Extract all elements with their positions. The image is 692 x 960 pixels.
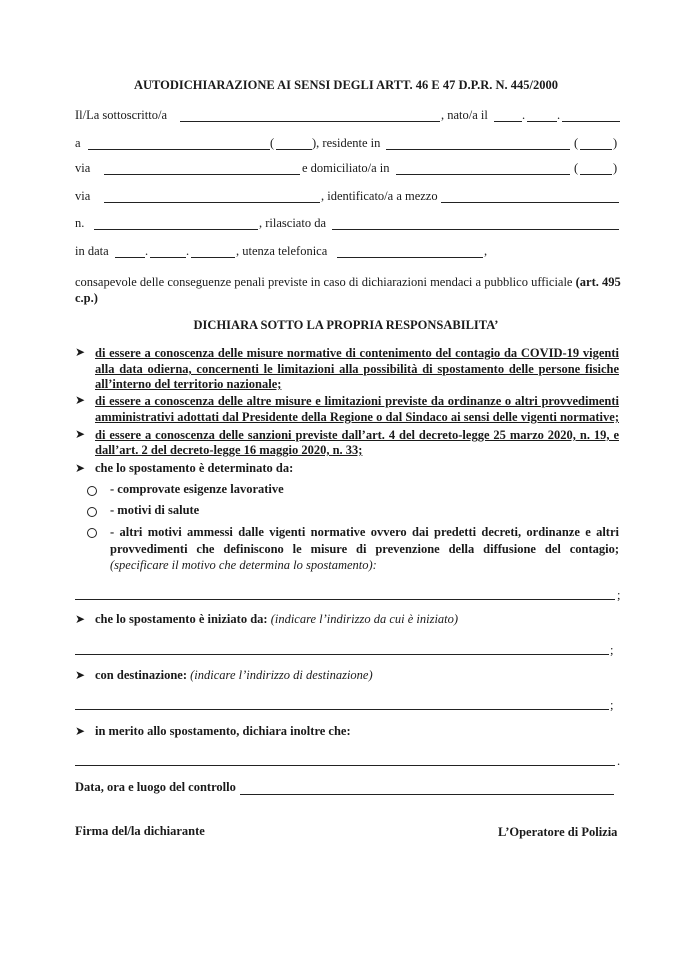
iniziato-label: che lo spostamento è iniziato da: [95,612,268,626]
label-a: a [75,136,81,150]
bullet-4: che lo spostamento è determinato da: [95,461,294,475]
arrow-bullet-icon: ➤ [75,393,86,407]
field-nascita-giorno[interactable] [494,121,522,122]
destinazione-text [95,668,373,683]
consapevole-line-1: consapevole delle conseguenze penali previste in caso di dichiarazioni mendaci a pubblico ufficiale [75,275,573,289]
operatore-polizia-label: L’Operatore di Polizia [498,825,618,839]
field-nascita-anno[interactable] [562,121,620,122]
semicolon: ; [610,698,614,712]
bullet-3-line-2: dall’art. 2 del decreto-legge 16 maggio 2020, n. 33; [95,443,363,457]
label-sottoscritto: Il/La sottoscritto/a [75,108,167,122]
arrow-bullet-icon: ➤ [75,345,86,359]
paren: ( [574,136,579,150]
label-in-data: in data [75,244,109,258]
field-via-residenza[interactable] [104,174,300,175]
date-separator: . [186,244,190,258]
date-separator: . [145,244,149,258]
field-numero-documento[interactable] [94,229,258,230]
merito-label: in merito allo spostamento, dichiara inoltre che: [95,724,351,738]
label-domiciliato: e domiciliato/a in [302,161,390,175]
bullet-3-line-1: di essere a conoscenza delle sanzioni previste dall’art. 4 del decreto-legge 25 marzo 2020, n. 19, e [95,428,619,442]
field-provincia-domicilio[interactable] [580,174,612,175]
motivo-altri-line-2: provvedimenti che definiscono le misure di prevenzione della diffusione del contagio; [110,542,619,556]
paren: ( [270,136,275,150]
label-n: n. [75,216,85,230]
field-domicilio[interactable] [396,174,570,175]
bullet-1-line-3: all’interno del territorio nazionale; [95,377,282,391]
field-motivo[interactable] [75,599,615,600]
paren: ( [574,161,579,175]
consapevole-art: (art. 495 [575,275,621,289]
date-separator: . [557,108,561,122]
field-indirizzo-partenza[interactable] [75,654,609,655]
semicolon: ; [610,643,614,657]
field-data-ora-luogo[interactable] [240,794,614,795]
label-via-2: via [75,189,91,203]
motivo-lavoro-radio[interactable] [87,486,97,496]
paren: ) [613,161,618,175]
bullet-1-line-1: di essere a conoscenza delle misure normative di contenimento del contagio da COVID-19 vigenti [95,346,619,360]
motivo-lavoro-label: - comprovate esigenze lavorative [110,482,284,496]
field-luogo-nascita[interactable] [88,149,270,150]
arrow-bullet-icon: ➤ [75,461,86,475]
field-rilascio-anno[interactable] [191,257,235,258]
destinazione-hint: (indicare l’indirizzo di destinazione) [190,668,373,682]
field-ulteriori-dichiarazioni[interactable] [75,765,615,766]
field-indirizzo-destinazione[interactable] [75,709,609,710]
motivo-altri-line-1: - altri motivi ammessi dalle vigenti normative ovvero dai predetti decreti, ordinanze e altri [110,525,619,539]
arrow-bullet-icon: ➤ [75,427,86,441]
bullet-2-line-1: di essere a conoscenza delle altre misure e limitazioni previste da ordinanze o altri provvedimenti [95,394,619,408]
field-residenza[interactable] [386,149,570,150]
data-luogo-label: Data, ora e luogo del controllo [75,780,236,794]
label-identificato: , identificato/a a mezzo [321,189,438,203]
motivo-salute-radio[interactable] [87,507,97,517]
arrow-bullet-icon: ➤ [75,612,86,626]
form-title: AUTODICHIARAZIONE AI SENSI DEGLI ARTT. 46 E 47 D.P.R. N. 445/2000 [133,78,559,92]
paren: ) [613,136,618,150]
field-provincia-nascita[interactable] [276,149,312,150]
field-provincia-residenza[interactable] [580,149,612,150]
field-nome[interactable] [180,121,440,122]
semicolon: ; [617,588,621,602]
date-separator: . [522,108,526,122]
iniziato-text [95,612,458,627]
arrow-bullet-icon: ➤ [75,668,86,682]
consapevole-line-2: c.p.) [75,291,98,305]
bullet-1-line-2: alla data odierna, concernenti le limitazioni alla possibilità di spostamento delle persone fisiche [95,362,619,376]
field-rilasciato-da[interactable] [332,229,619,230]
label-via: via [75,161,91,175]
field-rilascio-giorno[interactable] [115,257,145,258]
field-via-domicilio[interactable] [104,202,320,203]
label-rilasciato: , rilasciato da [259,216,326,230]
field-nascita-mese[interactable] [527,121,557,122]
comma: , [484,244,488,258]
field-rilascio-mese[interactable] [150,257,186,258]
label-residente: ), residente in [312,136,381,150]
bullet-2-line-2: amministrativi adottati dal Presidente della Regione o dal Sindaco ai sensi delle vigenti normative; [95,410,619,424]
firma-dichiarante-label: Firma del/la dichiarante [75,824,205,838]
field-documento[interactable] [441,202,619,203]
motivo-salute-label: - motivi di salute [110,503,200,517]
motivo-altri-radio[interactable] [87,528,97,538]
field-telefono[interactable] [337,257,483,258]
period: . [617,754,621,768]
consapevole-text [75,275,621,290]
motivo-altri-hint: (specificare il motivo che determina lo spostamento): [110,558,377,572]
label-utenza: , utenza telefonica [236,244,328,258]
dichiara-heading: DICHIARA SOTTO LA PROPRIA RESPONSABILITA’ [193,318,499,332]
iniziato-hint: (indicare l’indirizzo da cui è iniziato) [270,612,459,626]
arrow-bullet-icon: ➤ [75,724,86,738]
destinazione-label: con destinazione: [95,668,188,682]
label-nato-il: , nato/a il [441,108,488,122]
